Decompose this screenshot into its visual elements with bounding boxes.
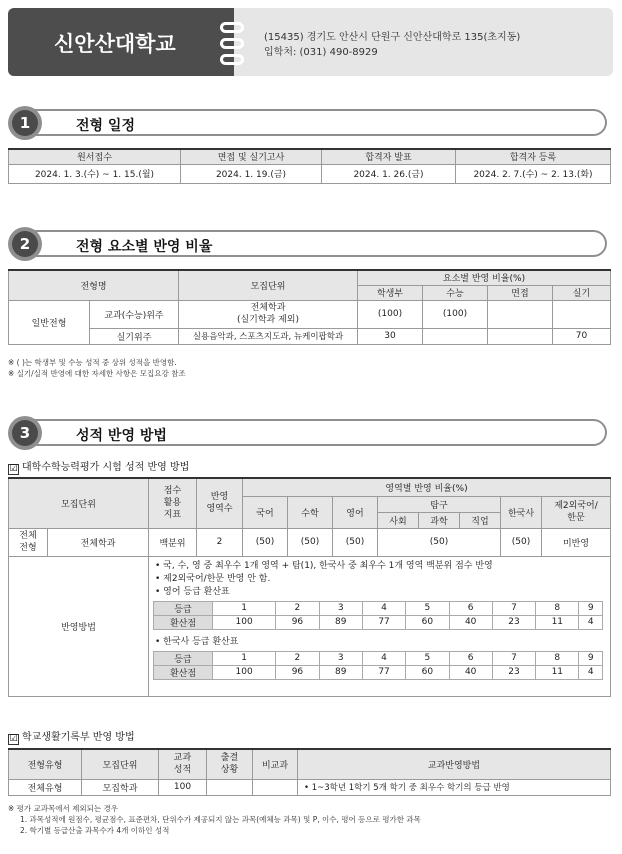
table-cell: 30 (358, 328, 423, 344)
section-title: 전형 일정 (76, 118, 135, 134)
col-header: 점수 활용 지표 (149, 478, 197, 528)
table-cell: 일반전형 (9, 300, 90, 344)
bullet: • 영어 등급 환산표 (155, 586, 230, 597)
checkbox-icon: ☑ (9, 464, 18, 474)
korean-history-grade-table: 등급 1 2 3 4 5 6 7 8 9 환산점 100 96 89 77 60 40 23 11 4 (153, 651, 603, 680)
col-header: 과학 (419, 512, 460, 528)
col-header: 탐구 (378, 496, 501, 512)
col-header: 면접 (488, 285, 553, 300)
section-2-heading (8, 227, 611, 261)
col-header: 수능 (423, 285, 488, 300)
section-number: 2 (12, 231, 38, 257)
table-cell: 실기위주 (90, 328, 179, 344)
table-cell: 미반영 (542, 528, 611, 556)
section-title: 성적 반영 방법 (76, 428, 167, 444)
col-header: 반영 영역수 (197, 478, 243, 528)
table-cell (553, 300, 611, 328)
col-header: 교과반영방법 (298, 749, 611, 779)
table-cell: 70 (553, 328, 611, 344)
binder-ring-icon (220, 22, 244, 33)
table-cell: (50) (378, 528, 501, 556)
col-header: 모집단위 (179, 270, 358, 300)
section-1-heading (8, 106, 611, 140)
col-header: 모집단위 (9, 478, 149, 528)
table-cell (488, 328, 553, 344)
col-header: 모집단위 (82, 749, 159, 779)
table-cell (207, 779, 253, 795)
col-header: 국어 (243, 496, 288, 528)
table-cell: (100) (423, 300, 488, 328)
table-cell: 실용음악과, 스포츠지도과, 뉴케이팝학과 (179, 328, 358, 344)
col-header: 실기 (553, 285, 611, 300)
score-label: 환산점 (154, 665, 213, 679)
table-cell: 모집학과 (82, 779, 159, 795)
table-cell: (50) (243, 528, 288, 556)
csat-table (8, 477, 611, 697)
table-cell: 2024. 1. 26.(금) (322, 164, 456, 183)
table-cell: 교과(수능)위주 (90, 300, 179, 328)
table-cell: 2 (197, 528, 243, 556)
record-subheading: ☑ 학교생활기록부 반영 방법 (9, 732, 135, 744)
col-header: 한국사 (501, 496, 542, 528)
table-cell: 2024. 1. 3.(수) ~ 1. 15.(월) (9, 164, 181, 183)
table-cell: 백분위 (149, 528, 197, 556)
table-cell: 2024. 2. 7.(수) ~ 2. 13.(화) (456, 164, 611, 183)
col-header: 합격자 등록 (456, 149, 611, 164)
table-cell: 전체유형 (9, 779, 82, 795)
binder-ring-icon (220, 38, 244, 49)
grade-label: 등급 (154, 651, 213, 665)
schedule-table (8, 148, 611, 184)
col-header: 영역별 반영 비율(%) (243, 478, 611, 496)
table-cell: • 1~3학년 1학기 5개 학기 중 최우수 학기의 등급 반영 (298, 779, 611, 795)
phone: 입학처: (031) 490-8929 (264, 47, 378, 58)
col-header: 전형유형 (9, 749, 82, 779)
ratio-notes: ※ ( )는 학생부 및 수능 성적 중 상위 성적을 반영함. ※ 실기/실적 반영에 대한 자세한 사항은 모집요강 참조 (8, 358, 186, 378)
bullet: • 국, 수, 영 중 최우수 1개 영역 + 탐(1), 한국사 중 최우수 1개 영역 백분위 점수 반영 (155, 560, 493, 571)
table-cell: (100) (358, 300, 423, 328)
table-cell (423, 328, 488, 344)
ratio-table (8, 269, 611, 345)
table-cell (488, 300, 553, 328)
col-header: 출결 상황 (207, 749, 253, 779)
section-number: 3 (12, 420, 38, 446)
col-header: 영어 (333, 496, 378, 528)
table-cell: 전체학과 (48, 528, 149, 556)
csat-subheading: ☑ 대학수학능력평가 시험 성적 반영 방법 (9, 462, 190, 474)
checkbox-icon: ☑ (9, 734, 18, 744)
col-header: 학생부 (358, 285, 423, 300)
table-cell: 전체학과 (실기학과 제외) (179, 300, 358, 328)
table-cell: (50) (288, 528, 333, 556)
table-cell: (50) (333, 528, 378, 556)
method-label: 반영방법 (9, 556, 149, 696)
bullet: • 제2외국어/한문 반영 안 함. (155, 573, 271, 584)
col-header: 전형명 (9, 270, 179, 300)
contact-info (264, 30, 520, 60)
bullet: • 한국사 등급 환산표 (155, 636, 239, 647)
col-header: 원서접수 (9, 149, 181, 164)
method-content (149, 556, 611, 696)
table-cell (253, 779, 298, 795)
english-grade-table: 등급 1 2 3 4 5 6 7 8 9 환산점 100 96 89 77 60 40 23 11 4 (153, 601, 603, 630)
score-label: 환산점 (154, 615, 213, 629)
record-table (8, 748, 611, 796)
binder-ring-icon (220, 54, 244, 65)
col-header: 비교과 (253, 749, 298, 779)
col-header: 합격자 발표 (322, 149, 456, 164)
col-header: 교과 성적 (159, 749, 207, 779)
table-cell: (50) (501, 528, 542, 556)
table-cell: 전체 전형 (9, 528, 48, 556)
col-header: 제2외국어/ 한문 (542, 496, 611, 528)
grade-label: 등급 (154, 601, 213, 615)
table-cell: 100 (159, 779, 207, 795)
col-header: 요소별 반영 비율(%) (358, 270, 611, 285)
col-header: 사회 (378, 512, 419, 528)
col-header: 면접 및 실기고사 (181, 149, 322, 164)
section-3-heading (8, 416, 611, 450)
section-title: 전형 요소별 반영 비율 (76, 239, 213, 255)
address: (15435) 경기도 안산시 단원구 신안산대학로 135(초지동) (264, 32, 521, 43)
table-cell: 2024. 1. 19.(금) (181, 164, 322, 183)
col-header: 수학 (288, 496, 333, 528)
university-name: 신안산대학교 (54, 32, 176, 56)
record-notes: ※ 평가 교과목에서 제외되는 경우 1. 과목성적에 원점수, 평균점수, 표준편차, 단위수가 제공되지 않는 과목(예체능 과목) 및 P, 이수, 평어 등으로 평가한 과목 2. 학기별 등급산출 과목수가 4개 이하인 성적 (8, 804, 421, 835)
section-number: 1 (12, 110, 38, 136)
col-header: 직업 (460, 512, 501, 528)
